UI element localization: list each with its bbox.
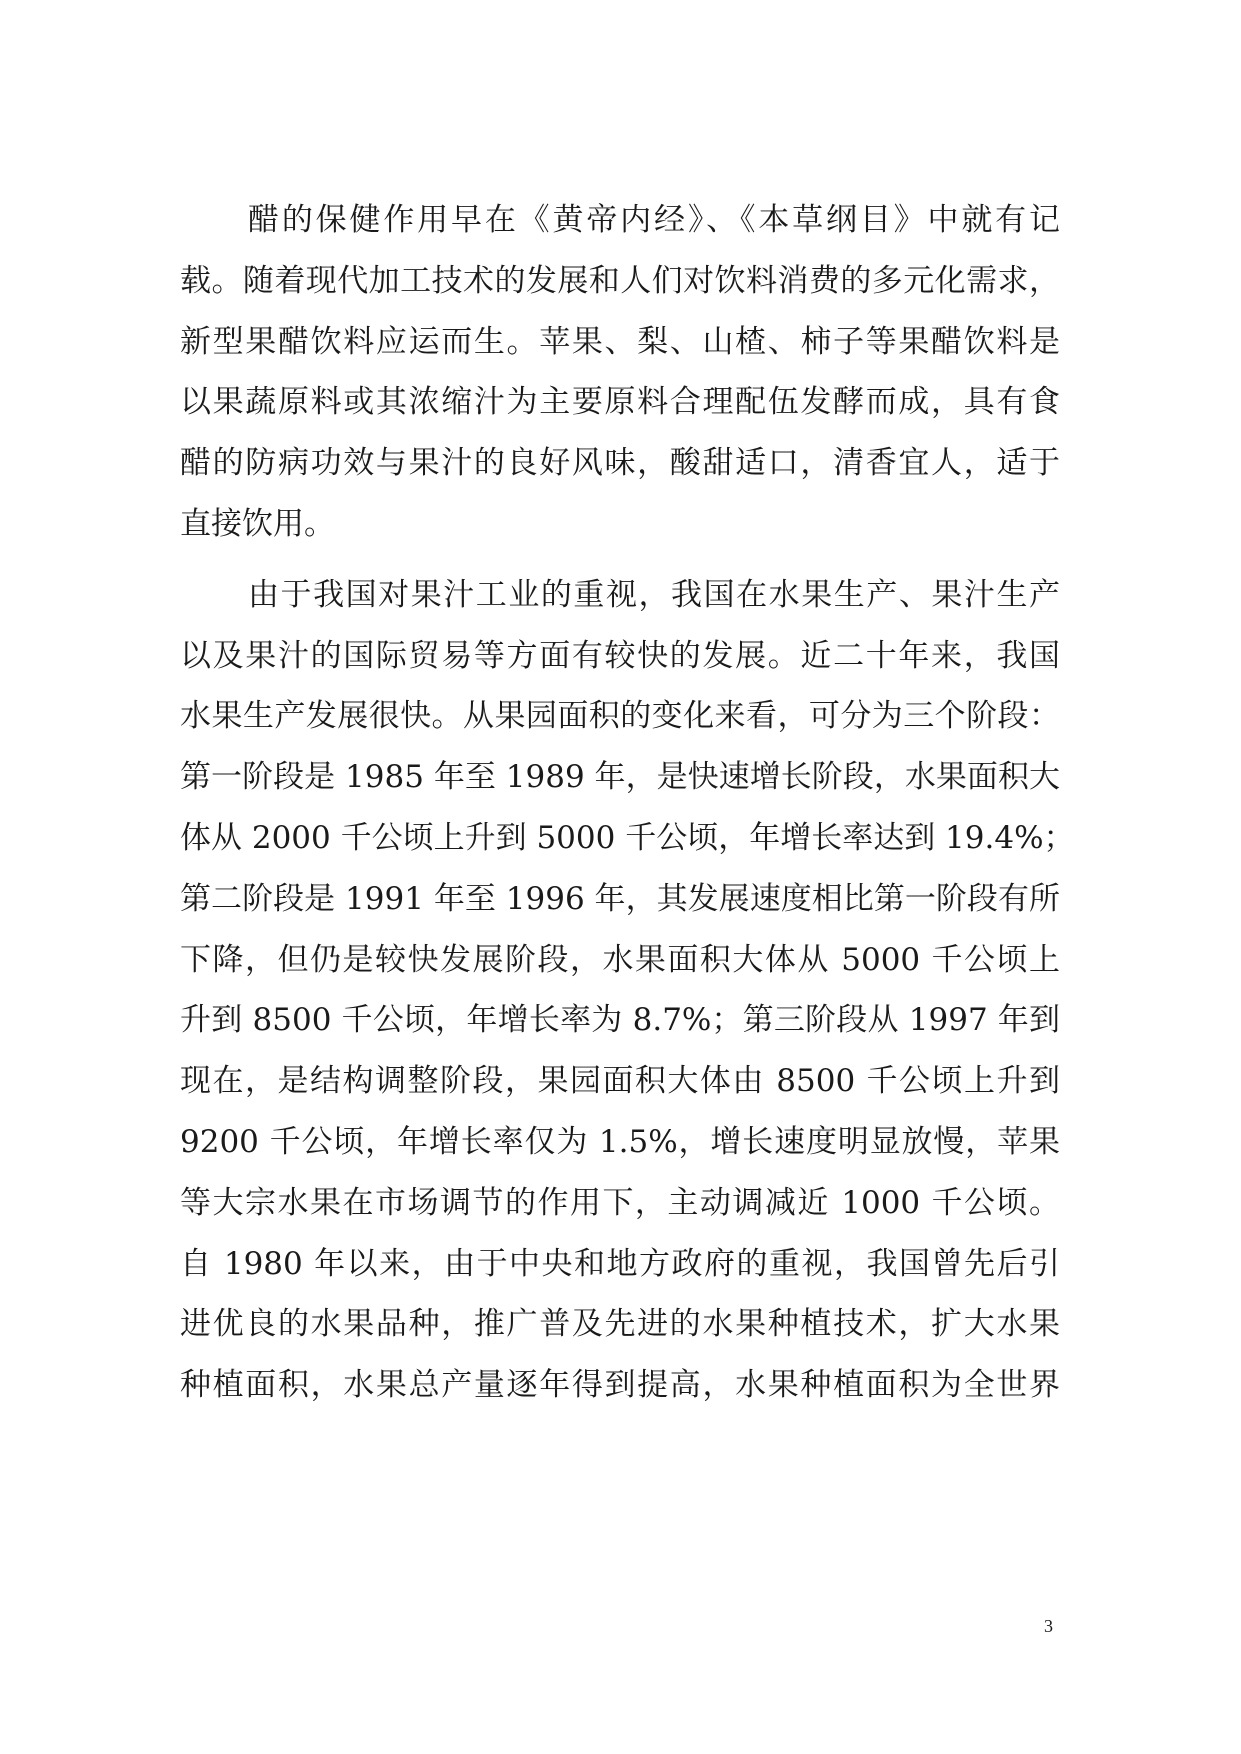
text-line: 自 1980 年以来，由于中央和地方政府的重视，我国曾先后引 [180,1245,1060,1282]
text-line: 以果蔬原料或其浓缩汁为主要原料合理配伍发酵而成，具有食 [180,384,1060,421]
text-line: 体从 2000 千公顷上升到 5000 千公顷，年增长率达到 19.4%； [180,819,1075,856]
text-line: 下降，但仍是较快发展阶段，水果面积大体从 5000 千公顷上 [180,941,1060,978]
text-line: 直接饮用。 [180,505,335,542]
text-line: 第二阶段是 1991 年至 1996 年，其发展速度相比第一阶段有所 [180,880,1060,917]
paragraph-fruit-industry [180,565,1075,1416]
text-line: 由于我国对果汁工业的重视，我国在水果生产、果汁生产 [248,576,1060,613]
text-line: 9200 千公顷，年增长率仅为 1.5%，增长速度明显放慢，苹果 [180,1123,1060,1160]
paragraph-vinegar-health [180,190,1060,555]
text-line: 载。随着现代加工技术的发展和人们对饮料消费的多元化需求， [180,262,1060,299]
text-line: 水果生产发展很快。从果园面积的变化来看，可分为三个阶段： [180,698,1060,735]
text-line: 醋的防病功效与果汁的良好风味，酸甜适口，清香宜人，适于 [180,445,1060,482]
text-line: 进优良的水果品种，推广普及先进的水果种植技术，扩大水果 [180,1306,1060,1343]
text-line: 新型果醋饮料应运而生。苹果、梨、山楂、柿子等果醋饮料是 [180,323,1060,360]
text-line: 等大宗水果在市场调节的作用下，主动调减近 1000 千公顷。 [180,1184,1060,1221]
body-text [180,190,1075,1416]
text-line: 现在，是结构调整阶段，果园面积大体由 8500 千公顷上升到 [180,1063,1060,1100]
text-line: 种植面积，水果总产量逐年得到提高，水果种植面积为全世界 [180,1367,1060,1404]
paragraph-spacer [180,555,1060,565]
page-number: 3 [1044,1616,1053,1636]
text-line: 第一阶段是 1985 年至 1989 年，是快速增长阶段，水果面积大 [180,759,1060,796]
text-line: 醋的保健作用早在《黄帝内经》、《本草纲目》中就有记 [248,202,1060,238]
text-line: 以及果汁的国际贸易等方面有较快的发展。近二十年来，我国 [180,637,1060,674]
text-line: 升到 8500 千公顷，年增长率为 8.7%；第三阶段从 1997 年到 [180,1002,1060,1039]
